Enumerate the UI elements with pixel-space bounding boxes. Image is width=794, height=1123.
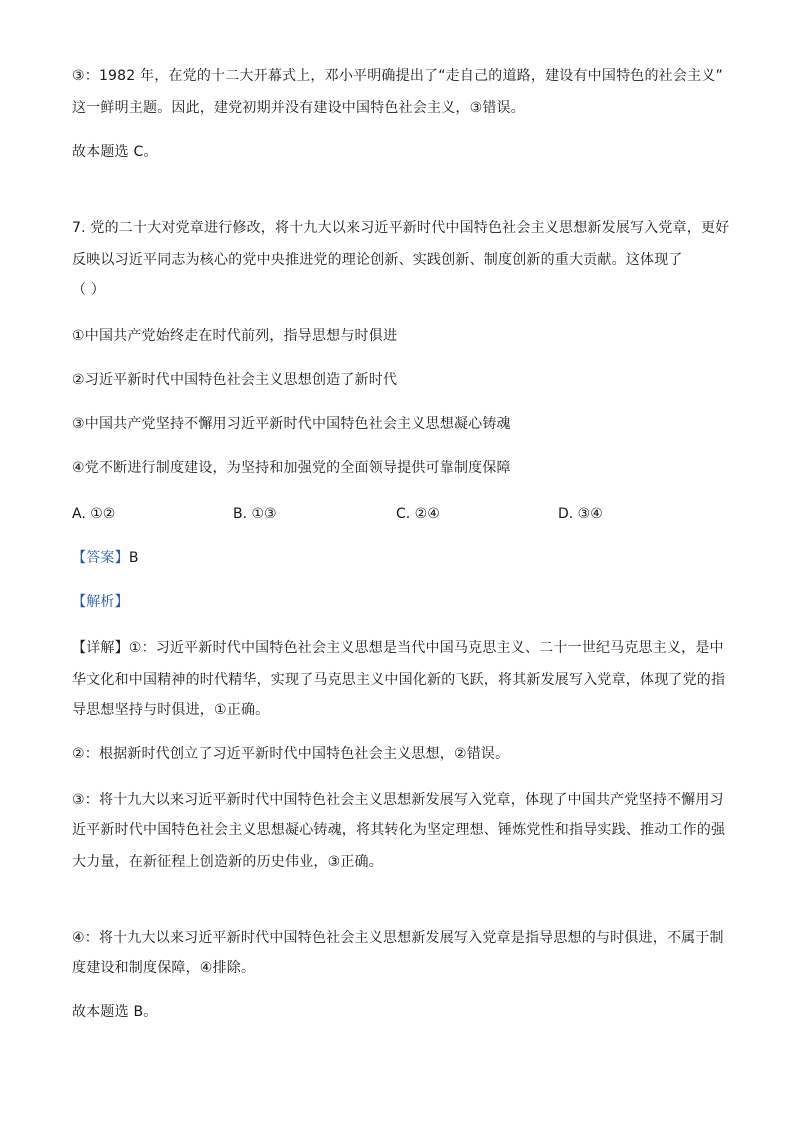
option-b: B. ①③ <box>233 506 277 522</box>
option-a: A. ①② <box>72 506 116 522</box>
detail-1-line-2: 华文化和中国精神的时代精华，实现了马克思主义中国化新的飞跃，将其新发展写入党章，体现了党的指 <box>72 672 726 688</box>
analysis-tag: 【解析】 <box>72 594 129 610</box>
detail-3-line-2: 近平新时代中国特色社会主义思想凝心铸魂，将其转化为坚定理想、锤炼党性和指导实践、推动工作的强 <box>72 822 726 838</box>
question-stem-line-1: 7. 党的二十大对党章进行修改，将十九大以来习近平新时代中国特色社会主义思想新发展写入党章，更好 <box>72 220 730 236</box>
answer-blank: （ ） <box>72 282 106 298</box>
detail-4-line-2: 度建设和制度保障，④排除。 <box>72 960 256 976</box>
detail-1-line-1 <box>72 638 732 658</box>
option-d: D. ③④ <box>558 506 603 522</box>
final-conclusion: 故本题选 B。 <box>72 1004 158 1020</box>
prev-analysis-3-line-1: ③：1982 年，在党的十二大开幕式上，邓小平明确提出了“走自己的道路，建设有中国特色的社会主义” <box>72 68 723 84</box>
answer-line <box>72 548 732 568</box>
analysis-tag-line <box>72 592 732 612</box>
statement-1: ①中国共产党始终走在时代前列，指导思想与时俱进 <box>72 328 398 344</box>
detail-3-line-3: 大力量，在新征程上创造新的历史伟业，③正确。 <box>72 854 383 870</box>
prev-conclusion: 故本题选 C。 <box>72 144 158 160</box>
statement-4: ④党不断进行制度建设，为坚持和加强党的全面领导提供可靠制度保障 <box>72 460 511 476</box>
statement-2: ②习近平新时代中国特色社会主义思想创造了新时代 <box>72 372 398 388</box>
answer-value: B <box>128 550 139 566</box>
option-c: C. ②④ <box>396 506 440 522</box>
answer-tag: 【答案】 <box>72 550 129 566</box>
question-stem-line-2: 反映以习近平同志为核心的党中央推进党的理论创新、实践创新、制度创新的重大贡献。这体现了 <box>72 252 683 268</box>
detail-2: ②：根据新时代创立了习近平新时代中国特色社会主义思想，②错误。 <box>72 746 510 762</box>
detail-1-line-3: 导思想坚持与时俱进，①正确。 <box>72 702 270 718</box>
detail-1-text-1: ①：习近平新时代中国特色社会主义思想是当代中国马克思主义、二十一世纪马克思主义，是中 <box>128 640 724 656</box>
prev-analysis-3-line-2: 这一鲜明主题。因此，建党初期并没有建设中国特色社会主义，③错误。 <box>72 100 525 116</box>
detail-tag: 【详解】 <box>72 640 129 656</box>
detail-4-line-1: ④：将十九大以来习近平新时代中国特色社会主义思想新发展写入党章是指导思想的与时俱进，不属于制 <box>72 930 724 946</box>
detail-3-line-1: ③：将十九大以来习近平新时代中国特色社会主义思想新发展写入党章，体现了中国共产党坚持不懈用习 <box>72 792 724 808</box>
statement-3: ③中国共产党坚持不懈用习近平新时代中国特色社会主义思想凝心铸魂 <box>72 416 511 432</box>
